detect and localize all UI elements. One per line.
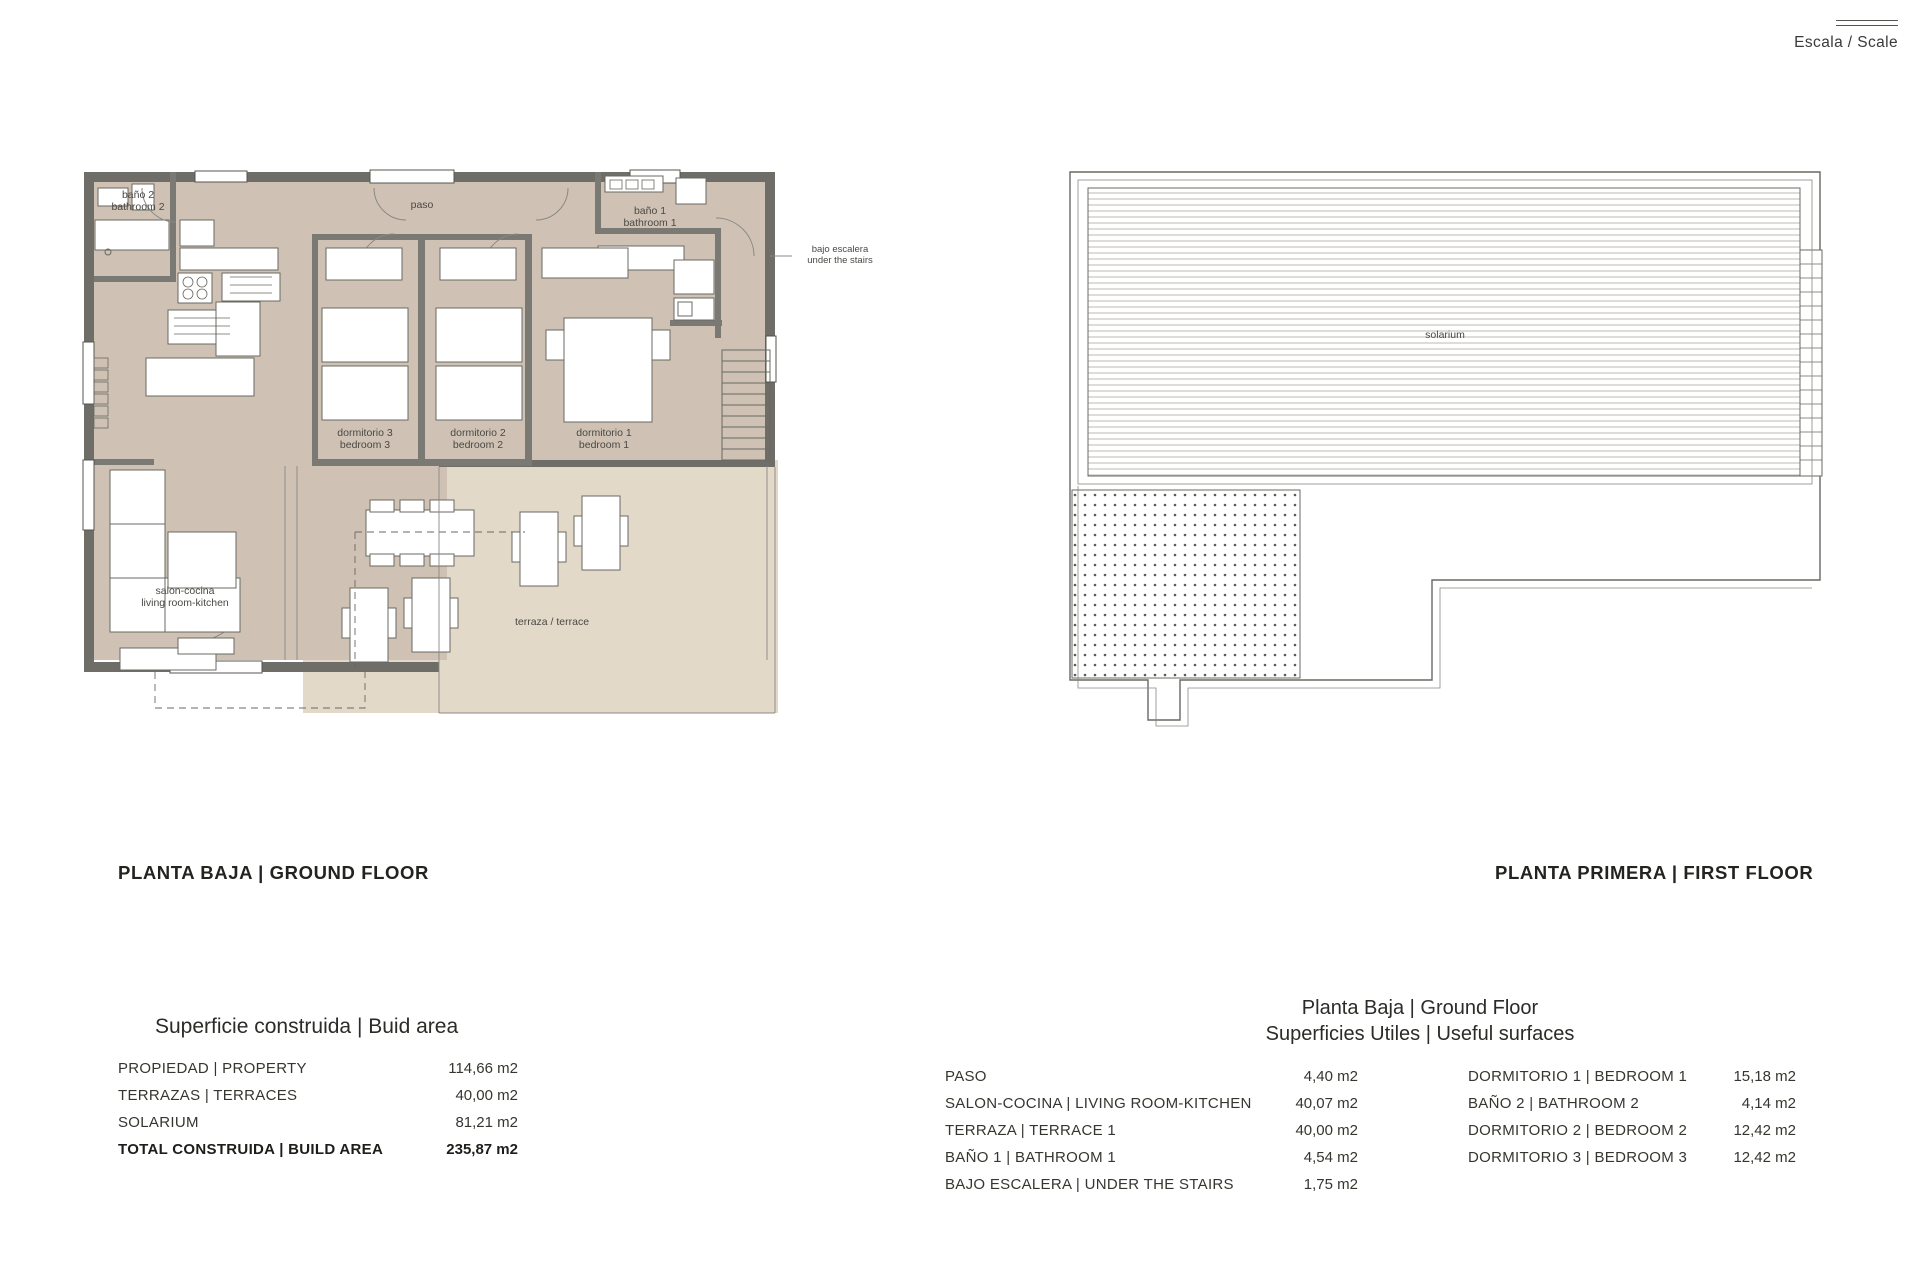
scale-label: Escala / Scale	[1794, 34, 1898, 51]
table-row	[118, 1114, 518, 1131]
table-row	[945, 1176, 1358, 1193]
label-understairs-es: bajo escalera	[811, 244, 869, 255]
table-row	[118, 1060, 518, 1077]
first-floor-plan	[1060, 160, 1890, 800]
label-bathroom1-es: baño 1	[633, 205, 667, 217]
build-area-value: 114,66 m2	[448, 1060, 518, 1077]
build-area-label: TERRAZAS | TERRACES	[118, 1087, 298, 1104]
build-area-value: 81,21 m2	[455, 1114, 518, 1131]
table-row	[118, 1087, 518, 1104]
useful-value: 12,42 m2	[1733, 1122, 1796, 1139]
build-area-value: 40,00 m2	[455, 1087, 518, 1104]
useful-value: 12,42 m2	[1733, 1149, 1796, 1166]
label-bathroom1-en: bathroom 1	[623, 217, 677, 229]
scale-bar-icon	[1836, 18, 1898, 28]
useful-value: 40,00 m2	[1295, 1122, 1358, 1139]
useful-surfaces-heading-line1: Planta Baja | Ground Floor	[1301, 997, 1539, 1019]
build-area-label: PROPIEDAD | PROPERTY	[118, 1060, 307, 1077]
table-row	[945, 1122, 1358, 1139]
useful-surfaces-heading	[1160, 995, 1680, 1047]
label-bedroom2-en: bedroom 2	[452, 439, 504, 451]
label-terrace: terraza / terrace	[514, 616, 590, 628]
label-paso: paso	[410, 199, 434, 211]
useful-label: PASO	[945, 1068, 987, 1085]
useful-surfaces-heading-line2: Superficies Utiles | Useful surfaces	[1265, 1023, 1575, 1045]
label-bedroom1-es: dormitorio 1	[576, 427, 632, 439]
useful-label: TERRAZA | TERRACE 1	[945, 1122, 1117, 1139]
useful-label: BAJO ESCALERA | UNDER THE STAIRS	[945, 1176, 1234, 1193]
table-row	[945, 1095, 1358, 1112]
useful-label: DORMITORIO 1 | BEDROOM 1	[1468, 1068, 1688, 1085]
table-row	[1468, 1122, 1796, 1139]
useful-value: 15,18 m2	[1733, 1068, 1796, 1085]
build-area-heading: Superficie construida | Buid area	[155, 1015, 459, 1038]
useful-label: SALON-COCINA | LIVING ROOM-KITCHEN	[945, 1095, 1252, 1112]
useful-surfaces-right-table	[1468, 1068, 1796, 1176]
ground-floor-plan	[70, 160, 900, 800]
useful-value: 1,75 m2	[1303, 1176, 1358, 1193]
build-area-label-total: TOTAL CONSTRUIDA | BUILD AREA	[118, 1141, 384, 1158]
useful-surfaces-left-table	[945, 1068, 1358, 1203]
useful-label: DORMITORIO 2 | BEDROOM 2	[1468, 1122, 1688, 1139]
table-row	[1468, 1068, 1796, 1085]
useful-value: 4,14 m2	[1741, 1095, 1796, 1112]
useful-label: BAÑO 1 | BATHROOM 1	[945, 1149, 1117, 1166]
label-living-es: salon-cocina	[155, 585, 215, 597]
useful-value: 4,54 m2	[1303, 1149, 1358, 1166]
useful-label: DORMITORIO 3 | BEDROOM 3	[1468, 1149, 1688, 1166]
table-row	[945, 1068, 1358, 1085]
ground-floor-drawing	[70, 160, 900, 800]
label-bathroom2-en: bathroom 2	[111, 201, 165, 213]
useful-value: 4,40 m2	[1303, 1068, 1358, 1085]
scale-block	[1794, 18, 1898, 52]
label-bedroom3-en: bedroom 3	[339, 439, 391, 451]
label-living-en: living room-kitchen	[141, 597, 229, 609]
useful-value: 40,07 m2	[1295, 1095, 1358, 1112]
label-bedroom3-es: dormitorio 3	[337, 427, 393, 439]
useful-label: BAÑO 2 | BATHROOM 2	[1468, 1095, 1640, 1112]
table-row	[1468, 1149, 1796, 1166]
build-area-label: SOLARIUM	[118, 1114, 199, 1131]
label-bedroom2-es: dormitorio 2	[450, 427, 506, 439]
table-row-total	[118, 1141, 518, 1158]
label-understairs-en: under the stairs	[807, 255, 873, 266]
first-floor-drawing	[1060, 160, 1890, 800]
first-floor-title: PLANTA PRIMERA | FIRST FLOOR	[1495, 862, 1814, 883]
label-solarium: solarium	[1425, 329, 1465, 341]
build-area-table	[118, 1060, 518, 1168]
ground-floor-title: PLANTA BAJA | GROUND FLOOR	[118, 862, 429, 883]
table-row	[945, 1149, 1358, 1166]
label-bathroom2-es: baño 2	[121, 189, 155, 201]
label-bedroom1-en: bedroom 1	[578, 439, 630, 451]
table-row	[1468, 1095, 1796, 1112]
build-area-value-total: 235,87 m2	[446, 1141, 518, 1158]
